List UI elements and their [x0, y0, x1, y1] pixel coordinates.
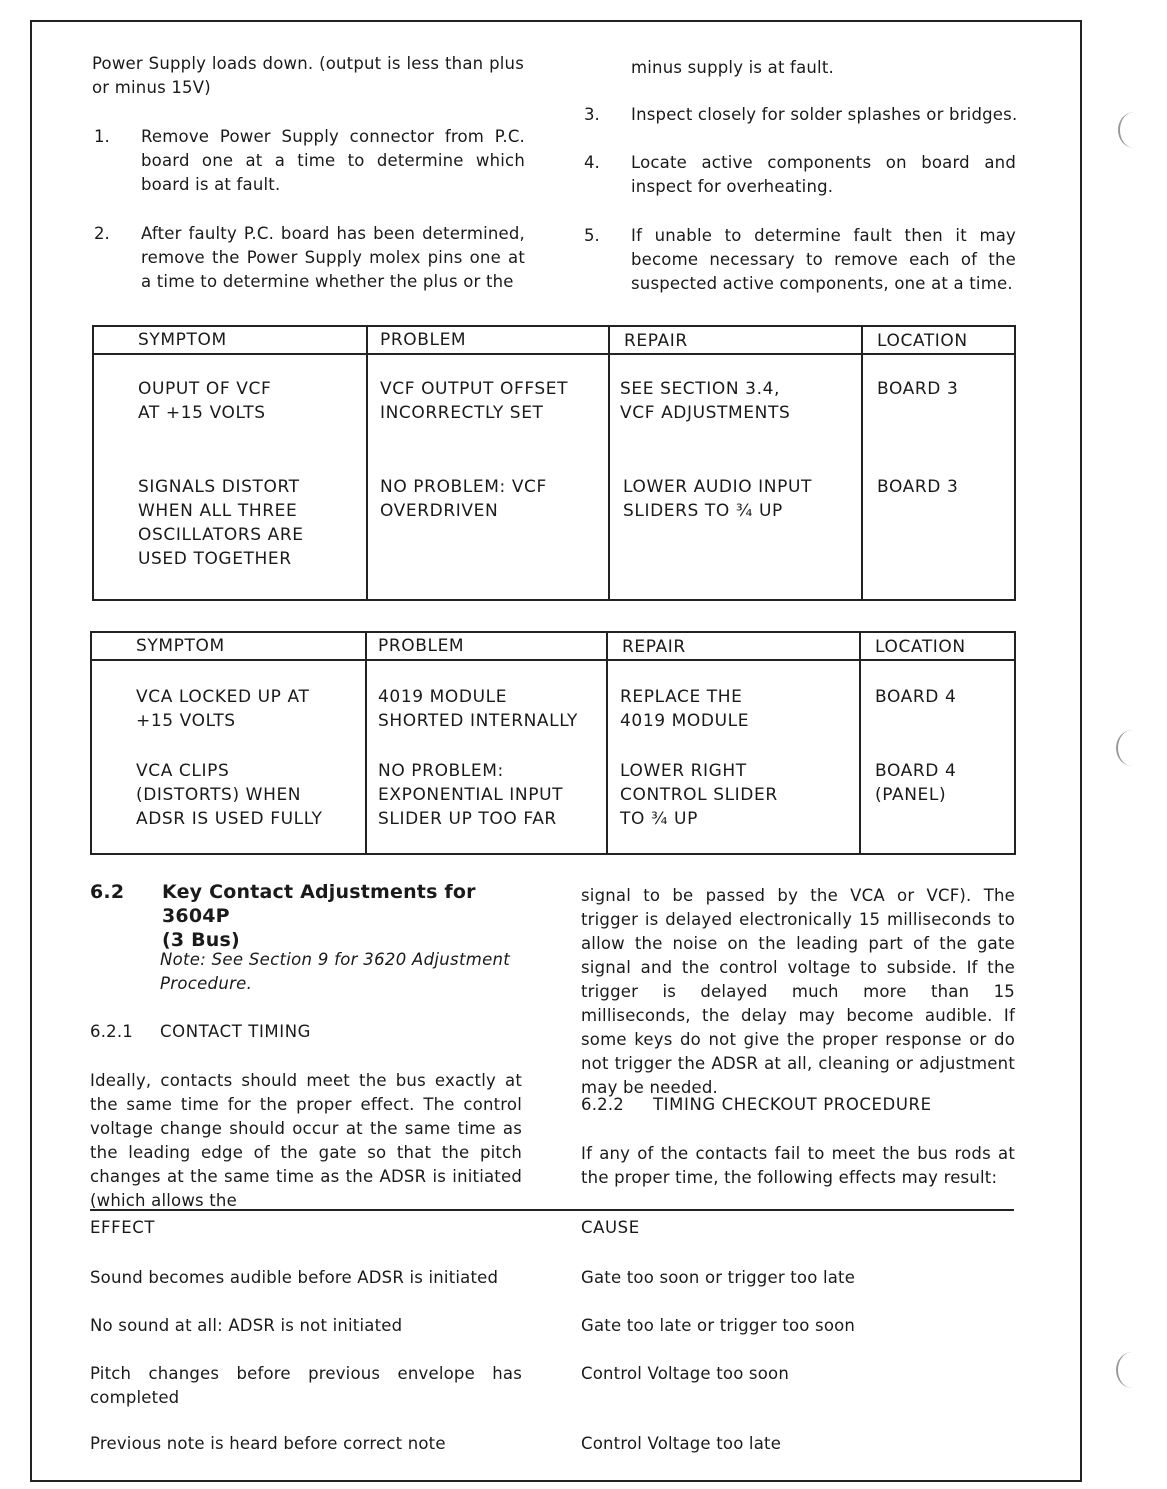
- step-number: 4.: [584, 153, 600, 172]
- column-header-cause: CAUSE: [581, 1218, 640, 1237]
- cause-text: Control Voltage too soon: [581, 1364, 789, 1383]
- column-header-repair: REPAIR: [624, 331, 688, 351]
- column-header-effect: EFFECT: [90, 1218, 156, 1237]
- paragraph: signal to be passed by the VCA or VCF). The trigger is delayed electronically 15 milliseconds to allow the noise on the leading part of the gate signal and the control voltage to subside. If the trigger is delayed much more than 15 milliseconds, the delay may become audible. If some keys do not give the proper response or do not trigger the ADSR at all, cleaning or adjustment may be needed.: [581, 886, 1015, 1097]
- subsection-number: 6.2.1: [90, 1022, 133, 1041]
- table-cell: NO PROBLEM: VCF OVERDRIVEN: [380, 477, 547, 521]
- binder-hole-mark: [1116, 1352, 1148, 1388]
- subsection-number: 6.2.2: [581, 1095, 624, 1114]
- table-cell: SEE SECTION 3.4, VCF ADJUSTMENTS: [620, 379, 791, 423]
- table-cell: BOARD 3: [877, 477, 959, 497]
- column-header-symptom: SYMPTOM: [136, 636, 225, 656]
- subsection-title: TIMING CHECKOUT PROCEDURE: [653, 1095, 932, 1114]
- column-header-repair: REPAIR: [622, 637, 686, 657]
- section-title: Key Contact Adjustments for 3604P (3 Bus): [162, 881, 476, 951]
- paragraph: If any of the contacts fail to meet the bus rods at the proper time, the following effects may result:: [581, 1144, 1015, 1187]
- effect-text: Pitch changes before previous envelope has completed: [90, 1364, 522, 1407]
- step-text: If unable to determine fault then it may become necessary to remove each of the suspected active components, one at a time.: [631, 226, 1016, 293]
- cause-text: Control Voltage too late: [581, 1434, 782, 1453]
- table-cell: BOARD 3: [877, 379, 959, 399]
- cause-text: Gate too soon or trigger too late: [581, 1268, 856, 1287]
- cause-text: Gate too late or trigger too soon: [581, 1316, 856, 1335]
- table-cell: BOARD 4 (PANEL): [875, 761, 957, 805]
- binder-hole-mark: [1118, 112, 1150, 148]
- troubleshooting-table-vcf: [92, 325, 1016, 601]
- effect-text: Previous note is heard before correct note: [90, 1434, 446, 1453]
- step-number: 1.: [94, 127, 110, 146]
- effect-text: Sound becomes audible before ADSR is initiated: [90, 1268, 499, 1287]
- intro-right-lead: minus supply is at fault.: [631, 58, 834, 77]
- binder-hole-mark: [1116, 730, 1148, 766]
- section-note: Note: See Section 9 for 3620 Adjustment Procedure.: [160, 950, 511, 993]
- table-cell: VCA LOCKED UP AT +15 VOLTS: [136, 687, 310, 731]
- step-number: 5.: [584, 226, 600, 245]
- table-cell: NO PROBLEM: EXPONENTIAL INPUT SLIDER UP TOO FAR: [378, 761, 564, 829]
- column-header-problem: PROBLEM: [380, 330, 467, 350]
- table-cell: 4019 MODULE SHORTED INTERNALLY: [378, 687, 579, 731]
- effect-text: No sound at all: ADSR is not initiated: [90, 1316, 403, 1335]
- subsection-title: CONTACT TIMING: [160, 1022, 312, 1041]
- step-number: 3.: [584, 105, 600, 124]
- table-cell: REPLACE THE 4019 MODULE: [620, 687, 750, 731]
- step-text: Inspect closely for solder splashes or bridges.: [631, 105, 1018, 124]
- column-header-location: LOCATION: [875, 637, 966, 657]
- table-cell: SIGNALS DISTORT WHEN ALL THREE OSCILLATORS ARE USED TOGETHER: [138, 477, 304, 569]
- section-number: 6.2: [90, 881, 125, 903]
- table-cell: LOWER AUDIO INPUT SLIDERS TO ¾ UP: [623, 477, 812, 521]
- table-cell: OUPUT OF VCF AT +15 VOLTS: [138, 379, 272, 423]
- column-header-location: LOCATION: [877, 331, 968, 351]
- column-header-problem: PROBLEM: [378, 636, 465, 656]
- column-header-symptom: SYMPTOM: [138, 330, 227, 350]
- step-text: After faulty P.C. board has been determined, remove the Power Supply molex pins one at a time to determine whether the plus or the: [141, 224, 525, 291]
- table-cell: BOARD 4: [875, 687, 957, 707]
- table-cell: VCA CLIPS (DISTORTS) WHEN ADSR IS USED FULLY: [136, 761, 323, 829]
- intro-left-lead: Power Supply loads down. (output is less than plus or minus 15V): [92, 54, 524, 97]
- step-text: Remove Power Supply connector from P.C. board one at a time to determine which board is at fault.: [141, 127, 525, 194]
- step-text: Locate active components on board and inspect for overheating.: [631, 153, 1016, 196]
- divider: [90, 1209, 1014, 1211]
- troubleshooting-table-vca: [90, 631, 1016, 855]
- table-cell: VCF OUTPUT OFFSET INCORRECTLY SET: [380, 379, 569, 423]
- paragraph: Ideally, contacts should meet the bus exactly at the same time for the proper effect. The control voltage change should occur at the same time as the leading edge of the gate so that the pitch changes at the same time as the ADSR is initiated (which allows the: [90, 1071, 522, 1210]
- table-cell: LOWER RIGHT CONTROL SLIDER TO ¾ UP: [620, 761, 778, 829]
- step-number: 2.: [94, 224, 110, 243]
